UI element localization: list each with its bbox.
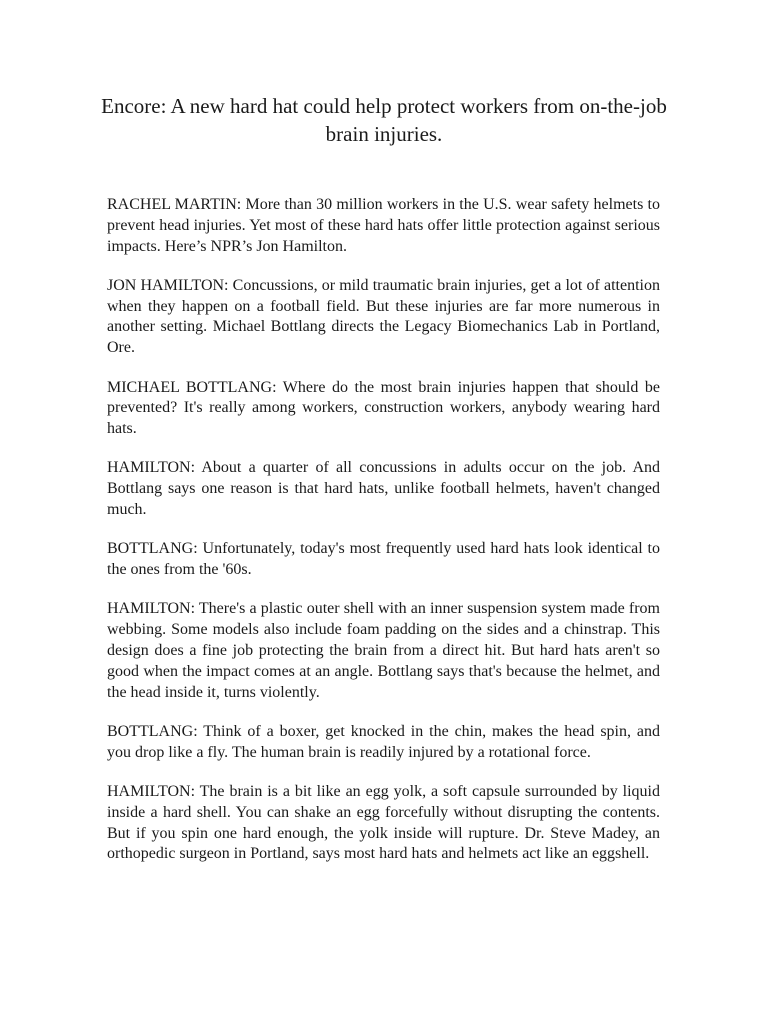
transcript-paragraph: MICHAEL BOTTLANG: Where do the most brain injuries happen that should be prevented? It's really among workers, construction workers, anybody wearing hard hats. (107, 378, 660, 438)
transcript-paragraph: HAMILTON: The brain is a bit like an egg yolk, a soft capsule surrounded by liquid inside a hard shell. You can shake an egg forcefully without disrupting the contents. But if you spin one hard enough, the yolk inside will rupture. Dr. Steve Madey, an orthopedic surgeon in Portland, says most hard hats and helmets act like an eggshell. (107, 783, 660, 863)
transcript-paragraph: RACHEL MARTIN: More than 30 million workers in the U.S. wear safety helmets to prevent head injuries. Yet most of these hard hats offer little protection against serious impacts. Here’s NPR’s Jon Hamilton. (107, 196, 660, 255)
transcript-paragraph: HAMILTON: About a quarter of all concussions in adults occur on the job. And Bottlang says one reason is that hard hats, unlike football helmets, haven't changed much. (107, 459, 660, 519)
transcript-paragraph: BOTTLANG: Unfortunately, today's most frequently used hard hats look identical to the ones from the '60s. (107, 540, 660, 579)
transcript-paragraph: BOTTLANG: Think of a boxer, get knocked in the chin, makes the head spin, and you drop like a fly. The human brain is readily injured by a rotational force. (107, 722, 660, 761)
transcript-body (107, 195, 660, 884)
document-title: Encore: A new hard hat could help protect workers from on-the-job brain injuries. (101, 94, 667, 146)
transcript-paragraph: HAMILTON: There's a plastic outer shell with an inner suspension system made from webbing. Some models also include foam padding on the sides and a chinstrap. This design does a fine job protecting the brain from a direct hit. But hard hats aren't so good when the impact comes at an angle. Bottlang says that's because the helmet, and the head inside it, turns violently. (107, 600, 660, 701)
transcript-paragraph: JON HAMILTON: Concussions, or mild traumatic brain injuries, get a lot of attention when they happen on a football field. But these injuries are far more numerous in another setting. Michael Bottlang directs the Legacy Biomechanics Lab in Portland, Ore. (107, 276, 660, 357)
